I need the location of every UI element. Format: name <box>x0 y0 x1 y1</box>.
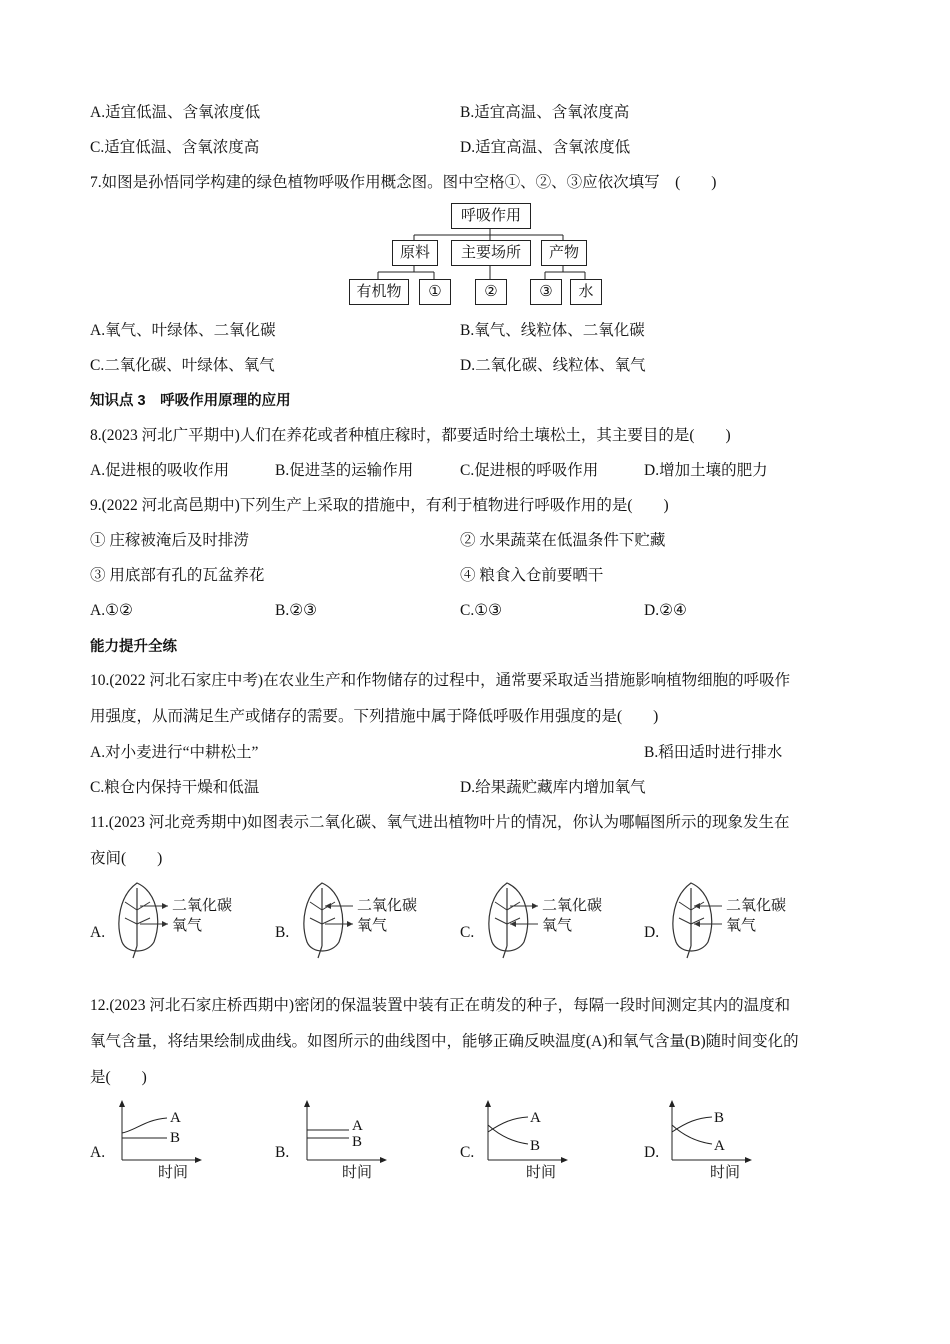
o2-label: 氧气 <box>542 918 573 934</box>
o2-label: 氧气 <box>357 918 388 934</box>
q12-stem-line2: 氧气含量，将结果绘制成曲线。如图所示的曲线图中，能够正确反映温度(A)和氧气含量(B)随时间变化的 <box>90 1033 799 1050</box>
q11-stem-line1: 11.(2023 河北竞秀期中)如图表示二氧化碳、氧气进出植物叶片的情况，你认为哪幅图所示的现象发生在 <box>90 814 790 831</box>
x-axis-label: 时间 <box>526 1165 557 1181</box>
diagram-products-box: 产物 <box>541 240 587 266</box>
q7-option-d: D.二氧化碳、线粒体、氧气 <box>460 357 646 374</box>
curve-label-top: A <box>352 1118 363 1134</box>
curve-label-bottom: B <box>170 1130 181 1146</box>
q8-stem: 8.(2023 河北广平期中)人们在养花或者种植庄稼时，都要适时给土壤松土，其主要目的是( ) <box>90 427 731 444</box>
diagram-blank-1-box: ① <box>419 279 451 305</box>
q9-stem: 9.(2022 河北高邑期中)下列生产上采取的措施中，有利于植物进行呼吸作用的是( ) <box>90 497 669 514</box>
q11-stem-line2: 夜间( ) <box>90 850 163 867</box>
q10-option-d: D.给果蔬贮藏库内增加氧气 <box>460 779 646 796</box>
q11-option-letter: C. <box>460 924 475 941</box>
q12-stem-line3: 是( ) <box>90 1069 147 1086</box>
q11-option-letter: A. <box>90 924 106 941</box>
q11-option-letter: B. <box>275 924 290 941</box>
q10-option-a: A.对小麦进行“中耕松土” <box>90 744 259 761</box>
q6-option-c: C.适宜低温、含氧浓度高 <box>90 139 260 156</box>
diagram-water-box: 水 <box>570 279 602 305</box>
diagram-organic-matter-box: 有机物 <box>349 279 409 305</box>
x-axis-label: 时间 <box>342 1165 373 1181</box>
q9-statement-1: ① 庄稼被淹后及时排涝 <box>90 532 249 549</box>
diagram-raw-material-box: 原料 <box>392 240 438 266</box>
curve-label-top: A <box>170 1110 181 1126</box>
q12-option-letter: C. <box>460 1144 475 1161</box>
q9-statement-2: ② 水果蔬菜在低温条件下贮藏 <box>460 532 666 549</box>
co2-label: 二氧化碳 <box>357 898 418 914</box>
diagram-main-site-box: 主要场所 <box>451 240 531 266</box>
q8-option-c: C.促进根的呼吸作用 <box>460 462 599 479</box>
q7-option-b: B.氧气、线粒体、二氧化碳 <box>460 322 645 339</box>
o2-label: 氧气 <box>726 918 757 934</box>
diagram-connectors <box>0 0 950 320</box>
q6-option-a: A.适宜低温、含氧浓度低 <box>90 104 261 121</box>
q12-stem-line1: 12.(2023 河北石家庄桥西期中)密闭的保温装置中装有正在萌发的种子，每隔一段时间测定其内的温度和 <box>90 997 791 1014</box>
section-heading-ability: 能力提升全练 <box>90 639 177 655</box>
o2-label: 氧气 <box>172 918 203 934</box>
q6-option-d: D.适宜高温、含氧浓度低 <box>460 139 631 156</box>
q9-statement-4: ④ 粮食入仓前要晒干 <box>460 567 604 584</box>
q9-option-a: A.①② <box>90 602 133 619</box>
curve-label-top: A <box>530 1110 541 1126</box>
q8-option-b: B.促进茎的运输作用 <box>275 462 414 479</box>
co2-label: 二氧化碳 <box>726 898 787 914</box>
q7-stem: 7.如图是孙悟同学构建的绿色植物呼吸作用概念图。图中空格①、②、③应依次填写 ( ) <box>90 174 717 191</box>
q8-option-a: A.促进根的吸收作用 <box>90 462 230 479</box>
q8-option-d: D.增加土壤的肥力 <box>644 462 768 479</box>
q10-stem-line2: 用强度，从而满足生产或储存的需要。下列措施中属于降低呼吸作用强度的是( ) <box>90 708 659 725</box>
q9-statement-3: ③ 用底部有孔的瓦盆养花 <box>90 567 265 584</box>
curve-label-bottom: B <box>530 1138 541 1154</box>
diagram-blank-3-box: ③ <box>530 279 562 305</box>
q10-stem-line1: 10.(2022 河北石家庄中考)在农业生产和作物储存的过程中，通常要采取适当措施影响植物细胞的呼吸作 <box>90 672 791 689</box>
q12-option-letter: D. <box>644 1144 660 1161</box>
q9-option-d: D.②④ <box>644 602 687 619</box>
x-axis-label: 时间 <box>710 1165 741 1181</box>
diagram-blank-2-box: ② <box>475 279 507 305</box>
q10-option-b: B.稻田适时进行排水 <box>644 744 783 761</box>
section-heading-3: 知识点 3 呼吸作用原理的应用 <box>90 393 291 409</box>
q10-option-c: C.粮仓内保持干燥和低温 <box>90 779 260 796</box>
q7-option-a: A.氧气、叶绿体、二氧化碳 <box>90 322 276 339</box>
q7-option-c: C.二氧化碳、叶绿体、氧气 <box>90 357 275 374</box>
x-axis-label: 时间 <box>158 1165 189 1181</box>
q9-option-b: B.②③ <box>275 602 318 619</box>
q9-option-c: C.①③ <box>460 602 503 619</box>
q6-option-b: B.适宜高温、含氧浓度高 <box>460 104 630 121</box>
curve-label-top: B <box>714 1110 725 1126</box>
co2-label: 二氧化碳 <box>542 898 603 914</box>
co2-label: 二氧化碳 <box>172 898 233 914</box>
curve-label-bottom: A <box>714 1138 725 1154</box>
q11-option-letter: D. <box>644 924 660 941</box>
q12-option-letter: A. <box>90 1144 106 1161</box>
curve-label-bottom: B <box>352 1134 363 1150</box>
q12-option-letter: B. <box>275 1144 290 1161</box>
diagram-root-box: 呼吸作用 <box>451 203 531 229</box>
